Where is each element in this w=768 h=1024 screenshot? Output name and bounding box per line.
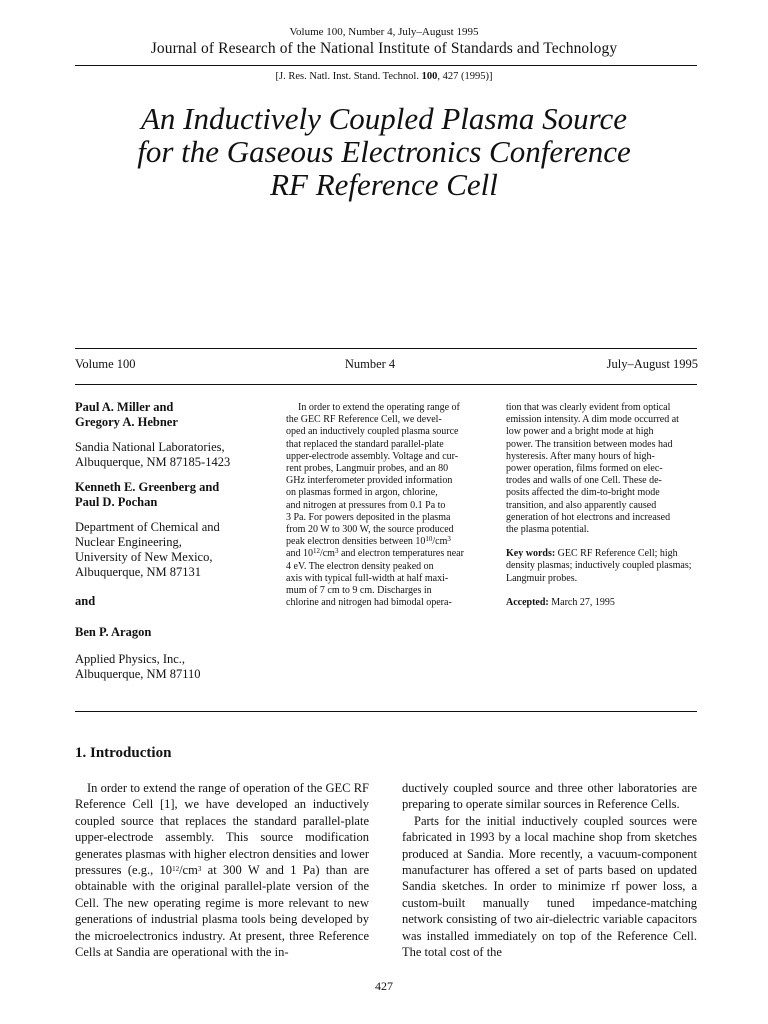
author-group-1: Paul A. Miller and Gregory A. Hebner — [75, 400, 178, 429]
meta-volume: Volume 100 — [75, 357, 136, 371]
affiliation-3: Applied Physics, Inc., Albuquerque, NM 87110 — [75, 652, 201, 681]
and-separator: and — [75, 594, 96, 608]
keywords: Key words: GEC RF Reference Cell; high density plasmas; inductively coupled plasmas; Langmuir probes. — [506, 548, 692, 584]
citation: [J. Res. Natl. Inst. Stand. Technol. 100, 427 (1995)] — [275, 71, 493, 82]
affiliation-1: Sandia National Laboratories, Albuquerque, NM 87185-1423 — [75, 440, 231, 469]
body-column-1: In order to extend the range of operation of the GEC RF Reference Cell [1], we have developed an inductively coupled source that replaces the standard parallel-plate upper-electrode assembly. This source modification generates plasmas with higher electron densities and lower pressures (e.g., $10^{12}/cm^3$ at 300 W and 1 Pa) than are obtainable with the original parallel-plate version of the Cell. The new operating regime is more relevant to new generations of industrial plasma tools being developed by the microelectronics industry. At present, three Reference Cells at Sandia are operational with the in- — [75, 781, 370, 960]
author-group-3: Ben P. Aragon — [75, 625, 152, 639]
affiliation-2: Department of Chemical and Nuclear Engineering, University of New Mexico, Albuquerque, NM 87131 — [75, 520, 220, 579]
abstract-column-1: In order to extend the operating range of the GEC RF Reference Cell, we devel- oped an inductively coupled plasma source that replaced the standard parallel-plate upper-electrode assembly. Voltage and cur- rent probes, Langmuir probes, and an 80 GHz interferometer provided information on plasmas formed in argon, chlorine, and nitrogen at pressures from 0.1 Pa to 3 Pa. For powers deposited in the plasma from 20 W to 300 W, the source produced peak electron densities between $10^{10}/cm^3$ and $10^{12}/cm^3$ and electron temperatures near 4 eV. The electron density peaked on axis with typical full-width at half maxi- mum of 7 cm to 9 cm. Discharges in chlorine and nitrogen had bimodal opera- — [286, 402, 464, 609]
meta-number: Number 4 — [344, 357, 396, 371]
section-heading: 1. Introduction — [75, 745, 172, 761]
abstract-rule — [75, 711, 697, 712]
meta-rule-top — [75, 348, 697, 349]
author-group-2: Kenneth E. Greenberg and Paul D. Pochan — [75, 480, 220, 509]
header-rule — [75, 65, 697, 66]
page-number: 427 — [375, 979, 393, 993]
body-column-2: ductively coupled source and three other laboratories are preparing to operate similar sources in Reference Cells. Parts for the initial inductively coupled sources were fabricated in 1993 by a local machine shop from sketches produced at Sandia. More recently, a vacuum-component manufacturer has offered a set of parts based on updated Sandia sketches. In order to minimize rf power loss, a custom-built manually tuned impedance-matching network consisting of two air-dielectric variable capacitors was installed immediately on top of the Reference Cell. The total cost of the — [402, 781, 697, 960]
accepted-date: Accepted: March 27, 1995 — [506, 596, 615, 608]
author-list — [75, 400, 275, 692]
article-title: An Inductively Coupled Plasma Source for the Gaseous Electronics Conference RF Reference Cell — [137, 101, 631, 202]
journal-name: Journal of Research of the National Institute of Standards and Technology — [150, 40, 618, 57]
volume-line: Volume 100, Number 4, July–August 1995 — [289, 26, 479, 38]
meta-rule-bottom — [75, 384, 697, 385]
abstract-column-2: tion that was clearly evident from optical emission intensity. A dim mode occurred at low power and a bright mode at high power. The transition between modes had hysteresis. After many hours of high- power operation, films formed on elec- trodes and walls of one Cell. These de- posits affected the dim-to-bright mode transition, and also apparently caused generation of hot electrons and increased the plasma potential. Key words: GEC RF Reference Cell; high density plasmas; inductively coupled plasmas; Langmuir probes. Accepted: March 27, 1995 — [506, 402, 701, 609]
meta-date: July–August 1995 — [606, 357, 698, 371]
